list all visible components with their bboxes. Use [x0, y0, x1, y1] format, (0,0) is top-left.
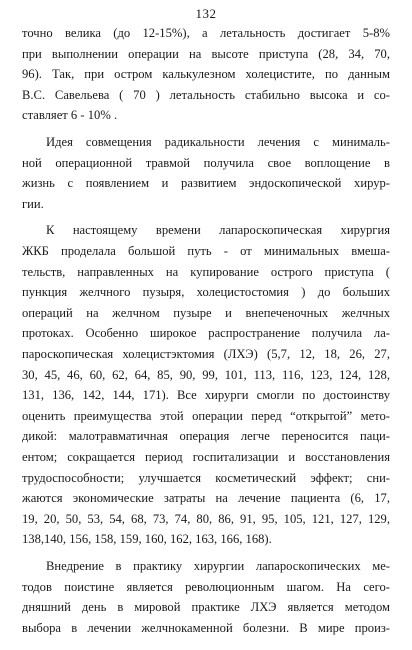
text-line: жаются экономические затраты на лечение пациента (6, 17, — [22, 491, 390, 506]
text-line: тельств, направленных на купирование острого приступа ( — [22, 264, 390, 279]
text-line: дикой: малотравматичная операция легче переносится паци- — [22, 429, 390, 444]
text-line: оценить преимущества этой операции перед “открытой” мето- — [22, 408, 390, 423]
text-line: трудоспособности; улучшается косметический эффект; сни- — [22, 470, 390, 485]
paragraph-first-line: Внедрение в практику хирургии лапароскопических ме- — [46, 559, 390, 573]
text-line: при выполнении операции на высоте приступа (28, 34, 70, — [22, 46, 390, 61]
text-line: выбора в лечении желчнокаменной болезни. В мире произ- — [22, 620, 390, 635]
text-line: 19, 20, 50, 53, 54, 68, 73, 74, 80, 86, 91, 95, 105, 121, 127, 129, — [22, 511, 390, 526]
text-line: ентом; сокращается период госпитализации и восстановления — [22, 450, 390, 464]
text-line: протоках. Особенно широкое распространение получила ла- — [22, 326, 390, 341]
text-line: пароскопическая холецистэктомия (ЛХЭ) (5,7, 12, 18, 26, 27, — [22, 347, 390, 361]
text-line: дняшний день в мировой практике ЛХЭ является методом — [22, 600, 390, 615]
text-line: 131, 136, 142, 144, 171). Все хирурги смогли по достоинству — [22, 388, 390, 403]
text-line: 138,140, 156, 158, 159, 160, 162, 163, 166, 168). — [22, 532, 272, 547]
text-line: жизнь с появлением и развитием эндоскопической хирур- — [22, 176, 390, 191]
text-line: 30, 45, 46, 60, 62, 64, 85, 90, 99, 101, 113, 116, 123, 124, 128, — [22, 367, 390, 382]
paragraph-first-line: Идея совмещения радикальности лечения с минималь- — [46, 135, 390, 149]
text-line: В.С. Савельева ( 70 ) летальность стабильно высока и со- — [22, 87, 390, 102]
text-line: пункция желчного пузыря, холецистостомия ) до больших — [22, 285, 390, 300]
text-line: точно велика (до 12-15%), а летальность достигает 5-8% — [22, 26, 390, 40]
text-line: 96). Так, при остром калькулезном холецистите, по данным — [22, 67, 390, 82]
text-line: тодов поистине является революционным шагом. На сего- — [22, 579, 390, 594]
text-line: гии. — [22, 196, 44, 211]
text-line: ставляет 6 - 10% . — [22, 108, 118, 123]
text-line: операций на желчном пузыре и внепеченочных желчных — [22, 305, 390, 320]
paragraph-first-line: К настоящему времени лапароскопическая хирургия — [46, 223, 390, 238]
page-number: 132 — [195, 6, 217, 21]
text-line: ЖКБ проделала большой путь - от минимальных вмеша- — [22, 244, 390, 258]
text-line: ной операционной травмой получила свое воплощение в — [22, 155, 390, 170]
